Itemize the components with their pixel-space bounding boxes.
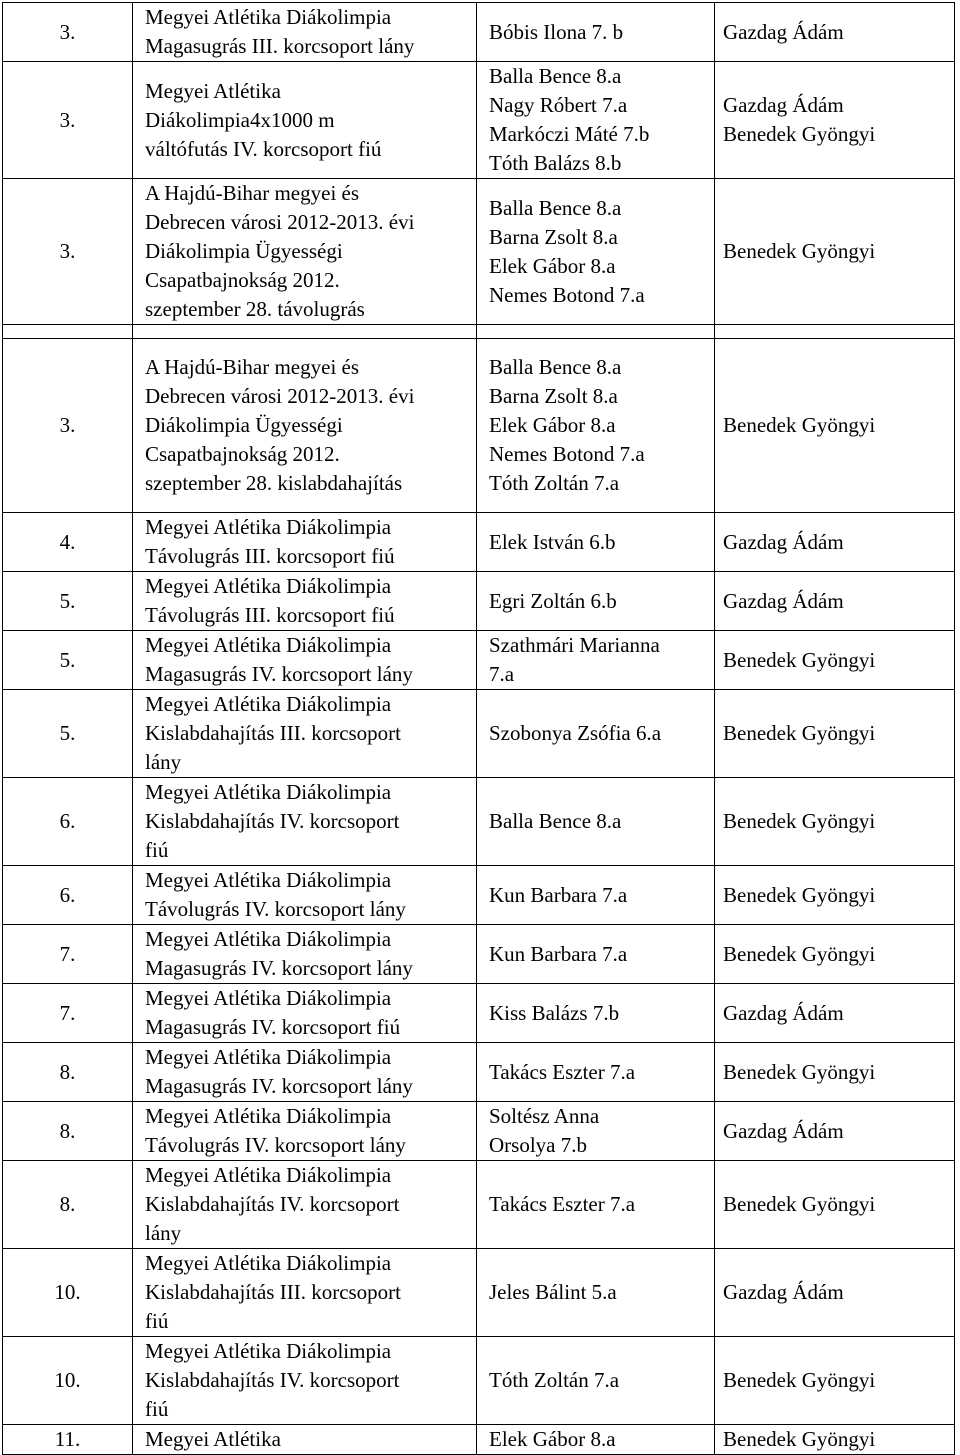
students-cell [477, 513, 715, 572]
placement-cell: 5. [3, 690, 133, 778]
table-row [3, 1043, 955, 1102]
teacher-cell [715, 572, 955, 631]
cell-line: Megyei Atlétika Diákolimpia [145, 1339, 392, 1363]
cell-line: Megyei Atlétika [145, 1427, 281, 1451]
table-row [3, 690, 955, 778]
cell-line: Megyei Atlétika Diákolimpia [145, 927, 392, 951]
cell-line: Megyei Atlétika Diákolimpia [145, 986, 392, 1010]
cell-line: Takács Eszter 7.a [489, 1059, 636, 1084]
cell-line: Nemes Botond 7.a [489, 282, 645, 307]
teacher-cell [715, 1161, 955, 1249]
event-cell [133, 1161, 477, 1249]
teacher-cell [715, 339, 955, 513]
cell-line: Megyei Atlétika Diákolimpia [145, 1163, 392, 1187]
cell-line: Benedek Gyöngyi [723, 941, 876, 966]
cell-line: Jeles Bálint 5.a [489, 1280, 617, 1304]
teacher-cell [715, 1249, 955, 1337]
cell-line: Nemes Botond 7.a [489, 442, 645, 466]
event-cell [133, 339, 477, 513]
cell-line: Kislabdahajítás IV. korcsoport [145, 1368, 400, 1392]
cell-line: Megyei Atlétika Diákolimpia [145, 515, 392, 539]
teacher-cell [715, 513, 955, 572]
table-row [3, 778, 955, 866]
table-row [3, 866, 955, 925]
cell-line: Távolugrás III. korcsoport fiú [145, 603, 395, 627]
table-row [3, 1102, 955, 1161]
cell-line: Szathmári Marianna [489, 633, 660, 657]
event-cell [133, 1425, 477, 1455]
cell-line: Egri Zoltán 6.b [489, 588, 617, 613]
event-cell [133, 631, 477, 690]
cell-line: Gazdag Ádám [723, 93, 844, 117]
placement-cell: 10. [3, 1337, 133, 1425]
cell-line: Gazdag Ádám [723, 1118, 844, 1143]
table-row [3, 1249, 955, 1337]
cell-line: Balla Bence 8.a [489, 809, 622, 833]
teacher-cell [715, 179, 955, 325]
cell-line: Elek Gábor 8.a [489, 253, 616, 278]
students-cell [477, 1102, 715, 1161]
event-cell [133, 572, 477, 631]
cell-line: Tóth Zoltán 7.a [489, 1368, 620, 1392]
students-cell [477, 984, 715, 1043]
placement-cell: 7. [3, 925, 133, 984]
event-cell [133, 179, 477, 325]
cell-line: Megyei Atlétika Diákolimpia [145, 692, 392, 716]
cell-line: Magasugrás IV. korcsoport lány [145, 662, 413, 686]
cell-line: Megyei Atlétika Diákolimpia [145, 574, 392, 598]
cell-line: Tóth Zoltán 7.a [489, 471, 620, 495]
results-table-body [3, 3, 955, 1455]
placement-cell: 3. [3, 3, 133, 62]
students-cell [477, 866, 715, 925]
cell-line: Csapatbajnokság 2012. [145, 268, 340, 292]
cell-line: Távolugrás III. korcsoport fiú [145, 544, 395, 568]
table-row [3, 513, 955, 572]
cell-line: lány [145, 750, 182, 774]
cell-line: szeptember 28. kislabdahajítás [145, 471, 403, 495]
students-cell [477, 1425, 715, 1455]
spacer-cell [477, 325, 715, 339]
cell-line: Benedek Gyöngyi [723, 413, 876, 437]
event-cell [133, 513, 477, 572]
cell-line: Benedek Gyöngyi [723, 809, 876, 833]
placement-cell: 8. [3, 1102, 133, 1161]
cell-line: Kislabdahajítás III. korcsoport [145, 1280, 402, 1304]
cell-line: Benedek Gyöngyi [723, 721, 876, 745]
cell-line: Balla Bence 8.a [489, 64, 622, 88]
students-cell [477, 1043, 715, 1102]
table-row [3, 1425, 955, 1455]
cell-line: Tóth Balázs 8.b [489, 151, 622, 175]
cell-line: Markóczi Máté 7.b [489, 122, 650, 146]
cell-line: Távolugrás IV. korcsoport lány [145, 1133, 406, 1157]
table-row [3, 572, 955, 631]
event-cell [133, 690, 477, 778]
students-cell [477, 690, 715, 778]
cell-line: Debrecen városi 2012-2013. évi [145, 384, 415, 408]
cell-line: Megyei Atlétika Diákolimpia [145, 1045, 392, 1069]
cell-line: Megyei Atlétika Diákolimpia [145, 633, 392, 657]
cell-line: Benedek Gyöngyi [723, 882, 876, 907]
students-cell [477, 62, 715, 179]
cell-line: Gazdag Ádám [723, 588, 844, 613]
students-cell [477, 1249, 715, 1337]
teacher-cell [715, 690, 955, 778]
results-table [2, 2, 955, 1455]
teacher-cell [715, 3, 955, 62]
cell-line: Diákolimpia4x1000 m [145, 107, 335, 132]
students-cell [477, 179, 715, 325]
cell-line: Takács Eszter 7.a [489, 1192, 636, 1216]
students-cell [477, 339, 715, 513]
cell-line: szeptember 28. távolugrás [145, 297, 365, 321]
table-row [3, 1161, 955, 1249]
cell-line: Magasugrás IV. korcsoport lány [145, 956, 413, 980]
placement-cell: 6. [3, 866, 133, 925]
cell-line: fiú [145, 1309, 169, 1333]
event-cell [133, 778, 477, 866]
students-cell [477, 631, 715, 690]
cell-line: Megyei Atlétika Diákolimpia [145, 780, 392, 804]
event-cell [133, 62, 477, 179]
teacher-cell [715, 1102, 955, 1161]
table-row [3, 179, 955, 325]
cell-line: A Hajdú-Bihar megyei és [145, 355, 360, 379]
placement-cell: 8. [3, 1161, 133, 1249]
cell-line: Debrecen városi 2012-2013. évi [145, 210, 415, 234]
cell-line: Benedek Gyöngyi [723, 1059, 876, 1084]
cell-line: Benedek Gyöngyi [723, 1427, 876, 1451]
cell-line: Nagy Róbert 7.a [489, 93, 628, 117]
teacher-cell [715, 62, 955, 179]
cell-line: 7.a [489, 662, 515, 686]
placement-cell: 5. [3, 631, 133, 690]
cell-line: Csapatbajnokság 2012. [145, 442, 340, 466]
table-row [3, 62, 955, 179]
cell-line: Balla Bence 8.a [489, 195, 622, 220]
placement-cell: 3. [3, 179, 133, 325]
event-cell [133, 1043, 477, 1102]
teacher-cell [715, 1425, 955, 1455]
spacer-cell [133, 325, 477, 339]
cell-line: Barna Zsolt 8.a [489, 224, 618, 249]
table-row [3, 984, 955, 1043]
placement-cell: 3. [3, 339, 133, 513]
table-row [3, 631, 955, 690]
placement-cell: 7. [3, 984, 133, 1043]
cell-line: A Hajdú-Bihar megyei és [145, 181, 360, 205]
students-cell [477, 1161, 715, 1249]
table-row [3, 3, 955, 62]
cell-line: Balla Bence 8.a [489, 355, 622, 379]
cell-line: Kiss Balázs 7.b [489, 1000, 620, 1025]
cell-line: Kislabdahajítás IV. korcsoport [145, 809, 400, 833]
table-row [3, 925, 955, 984]
cell-line: Megyei Atlétika Diákolimpia [145, 1251, 392, 1275]
cell-line: fiú [145, 1397, 169, 1421]
students-cell [477, 778, 715, 866]
teacher-cell [715, 1337, 955, 1425]
cell-line: Kun Barbara 7.a [489, 882, 628, 907]
cell-line: Gazdag Ádám [723, 19, 844, 44]
students-cell [477, 925, 715, 984]
students-cell [477, 3, 715, 62]
cell-line: Soltész Anna [489, 1104, 600, 1128]
row-spacer [3, 325, 955, 339]
teacher-cell [715, 925, 955, 984]
teacher-cell [715, 1043, 955, 1102]
cell-line: Kun Barbara 7.a [489, 941, 628, 966]
event-cell [133, 984, 477, 1043]
placement-cell: 6. [3, 778, 133, 866]
event-cell [133, 1337, 477, 1425]
cell-line: Megyei Atlétika [145, 78, 281, 103]
event-cell [133, 925, 477, 984]
event-cell [133, 1102, 477, 1161]
cell-line: Magasugrás IV. korcsoport lány [145, 1074, 413, 1098]
placement-cell: 3. [3, 62, 133, 179]
teacher-cell [715, 984, 955, 1043]
cell-line: Gazdag Ádám [723, 1000, 844, 1025]
cell-line: Barna Zsolt 8.a [489, 384, 618, 408]
cell-line: Távolugrás IV. korcsoport lány [145, 897, 406, 921]
cell-line: Kislabdahajítás III. korcsoport [145, 721, 402, 745]
cell-line: Megyei Atlétika Diákolimpia [145, 5, 392, 29]
placement-cell: 10. [3, 1249, 133, 1337]
cell-line: Elek Gábor 8.a [489, 413, 616, 437]
cell-line: Bóbis Ilona 7. b [489, 19, 624, 44]
cell-line: váltófutás IV. korcsoport fiú [145, 136, 382, 161]
event-cell [133, 1249, 477, 1337]
placement-cell: 8. [3, 1043, 133, 1102]
cell-line: Benedek Gyöngyi [723, 647, 876, 672]
placement-cell: 5. [3, 572, 133, 631]
cell-line: Megyei Atlétika Diákolimpia [145, 1104, 392, 1128]
event-cell [133, 866, 477, 925]
cell-line: Megyei Atlétika Diákolimpia [145, 868, 392, 892]
cell-line: Benedek Gyöngyi [723, 122, 876, 146]
spacer-cell [715, 325, 955, 339]
cell-line: fiú [145, 838, 169, 862]
teacher-cell [715, 631, 955, 690]
students-cell [477, 1337, 715, 1425]
table-row [3, 339, 955, 513]
placement-cell: 11. [3, 1425, 133, 1455]
teacher-cell [715, 778, 955, 866]
event-cell [133, 3, 477, 62]
cell-line: Diákolimpia Ügyességi [145, 413, 343, 437]
cell-line: Magasugrás III. korcsoport lány [145, 34, 415, 58]
spacer-cell [3, 325, 133, 339]
teacher-cell [715, 866, 955, 925]
cell-line: Szobonya Zsófia 6.a [489, 721, 662, 745]
cell-line: Kislabdahajítás IV. korcsoport [145, 1192, 400, 1216]
table-row [3, 1337, 955, 1425]
students-cell [477, 572, 715, 631]
cell-line: Elek Gábor 8.a [489, 1427, 616, 1451]
cell-line: Orsolya 7.b [489, 1133, 587, 1157]
cell-line: Elek István 6.b [489, 529, 616, 554]
cell-line: Diákolimpia Ügyességi [145, 239, 343, 263]
cell-line: lány [145, 1221, 182, 1245]
cell-line: Gazdag Ádám [723, 1280, 844, 1304]
placement-cell: 4. [3, 513, 133, 572]
cell-line: Benedek Gyöngyi [723, 1368, 876, 1392]
cell-line: Benedek Gyöngyi [723, 1192, 876, 1216]
cell-line: Benedek Gyöngyi [723, 239, 876, 263]
cell-line: Magasugrás IV. korcsoport fiú [145, 1015, 401, 1039]
cell-line: Gazdag Ádám [723, 529, 844, 554]
